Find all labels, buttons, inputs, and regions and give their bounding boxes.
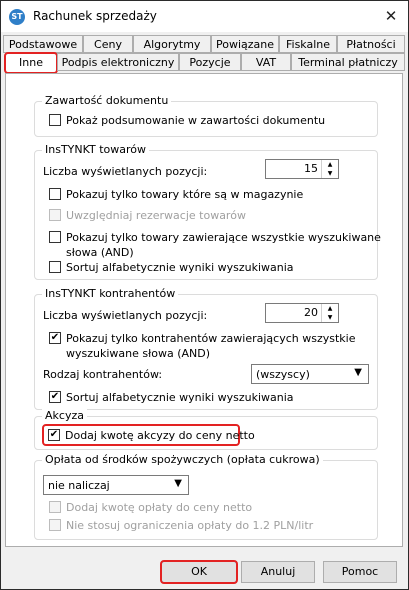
ok-button[interactable]: OK <box>161 561 237 583</box>
window-title: Rachunek sprzedaży <box>33 9 157 23</box>
products-count-label: Liczba wyświetlanych pozycji: <box>43 165 208 178</box>
cancel-button[interactable]: Anuluj <box>241 561 315 583</box>
contractors-count-stepper[interactable] <box>265 303 339 323</box>
group-document-content <box>34 94 378 137</box>
no-limit-label: Nie stosuj ograniczenia opłaty do 1.2 PLN/litr <box>66 519 314 532</box>
app-icon: ST <box>9 9 25 25</box>
contractors-all-words-checkbox[interactable]: ✔ <box>50 332 60 343</box>
close-icon[interactable]: ✕ <box>384 7 398 25</box>
tab-inne[interactable]: Inne <box>5 53 57 73</box>
group-title: Zawartość dokumentu <box>42 94 171 107</box>
title-bar <box>1 1 408 32</box>
group-title: InsTYNKT towarów <box>42 143 149 156</box>
products-all-words-label-2: słowa (AND) <box>66 246 134 259</box>
products-sort-label: Sortuj alfabetycznie wyniki wyszukiwania <box>66 261 294 274</box>
add-excise-label: Dodaj kwotę akcyzy do ceny netto <box>65 429 255 442</box>
group-instynkt-products <box>34 143 381 280</box>
reservations-label: Uwzględniaj rezerwacje towarów <box>66 209 246 222</box>
group-title: InsTYNKT kontrahentów <box>42 287 178 300</box>
group-sugar-fee <box>34 453 378 540</box>
tab-podstawowe[interactable]: Podstawowe <box>3 35 83 53</box>
show-summary-label: Pokaż podsumowanie w zawartości dokumentu <box>66 114 326 127</box>
tab-powiazane[interactable]: Powiązane <box>211 35 279 53</box>
tab-terminal-platniczy[interactable]: Terminal płatniczy <box>291 53 405 71</box>
group-title: Akcyza <box>42 409 87 422</box>
stepper-arrows-icon[interactable]: ▲ ▼ <box>321 160 338 178</box>
contractors-count-label: Liczba wyświetlanych pozycji: <box>43 309 208 322</box>
chevron-down-icon: ▼ <box>354 367 362 378</box>
contractors-kind-value: (wszyscy) <box>256 368 310 381</box>
contractors-kind-label: Rodzaj kontrahentów: <box>43 368 163 381</box>
contractors-count-value: 20 <box>304 306 318 319</box>
tab-strip <box>1 32 408 74</box>
tab-ceny[interactable]: Ceny <box>83 35 133 53</box>
chevron-down-icon: ▼ <box>174 478 182 489</box>
tab-algorytmy[interactable]: Algorytmy <box>133 35 211 53</box>
sugar-fee-mode-value: nie naliczaj <box>48 479 110 492</box>
products-sort-checkbox[interactable] <box>49 261 61 273</box>
no-limit-checkbox[interactable] <box>49 519 61 531</box>
add-fee-label: Dodaj kwotę opłaty do ceny netto <box>66 501 253 514</box>
sugar-fee-mode-select[interactable] <box>43 475 189 495</box>
contractors-kind-select[interactable] <box>251 364 369 384</box>
only-in-stock-checkbox[interactable] <box>49 188 61 200</box>
tab-pozycje[interactable]: Pozycje <box>179 53 241 71</box>
help-button[interactable]: Pomoc <box>323 561 397 583</box>
products-all-words-label: Pokazuj tylko towary zawierające wszystkie wyszukiwane <box>66 231 381 244</box>
tab-panel-inne <box>5 73 403 547</box>
contractors-sort-checkbox[interactable]: ✔ <box>50 391 60 402</box>
add-fee-checkbox[interactable] <box>49 501 61 513</box>
group-instynkt-contractors <box>34 287 378 410</box>
products-count-value: 15 <box>304 162 318 175</box>
show-summary-checkbox[interactable] <box>49 114 61 126</box>
add-excise-checkbox[interactable]: ✔ <box>49 429 59 440</box>
contractors-sort-label: Sortuj alfabetycznie wyniki wyszukiwania <box>66 391 294 404</box>
add-excise-option[interactable] <box>43 425 255 445</box>
group-title: Opłata od środków spożywczych (opłata cukrowa) <box>42 453 323 466</box>
contractors-all-words-label: Pokazuj tylko kontrahentów zawierających wszystkie <box>66 332 356 345</box>
stepper-arrows-icon[interactable]: ▲ ▼ <box>321 304 338 322</box>
contractors-all-words-label-2: wyszukiwane słowa (AND) <box>66 347 211 360</box>
products-all-words-checkbox[interactable] <box>49 231 61 243</box>
button-bar <box>1 547 408 589</box>
only-in-stock-label: Pokazuj tylko towary które są w magazynie <box>66 188 304 201</box>
tab-fiskalne[interactable]: Fiskalne <box>279 35 337 53</box>
tab-platnosci[interactable]: Płatności <box>337 35 405 53</box>
products-count-stepper[interactable] <box>265 159 339 179</box>
tab-podpis-elektroniczny[interactable]: Podpis elektroniczny <box>57 53 179 71</box>
reservations-checkbox[interactable] <box>49 209 61 221</box>
tab-vat[interactable]: VAT <box>241 53 291 71</box>
group-excise <box>34 409 378 450</box>
